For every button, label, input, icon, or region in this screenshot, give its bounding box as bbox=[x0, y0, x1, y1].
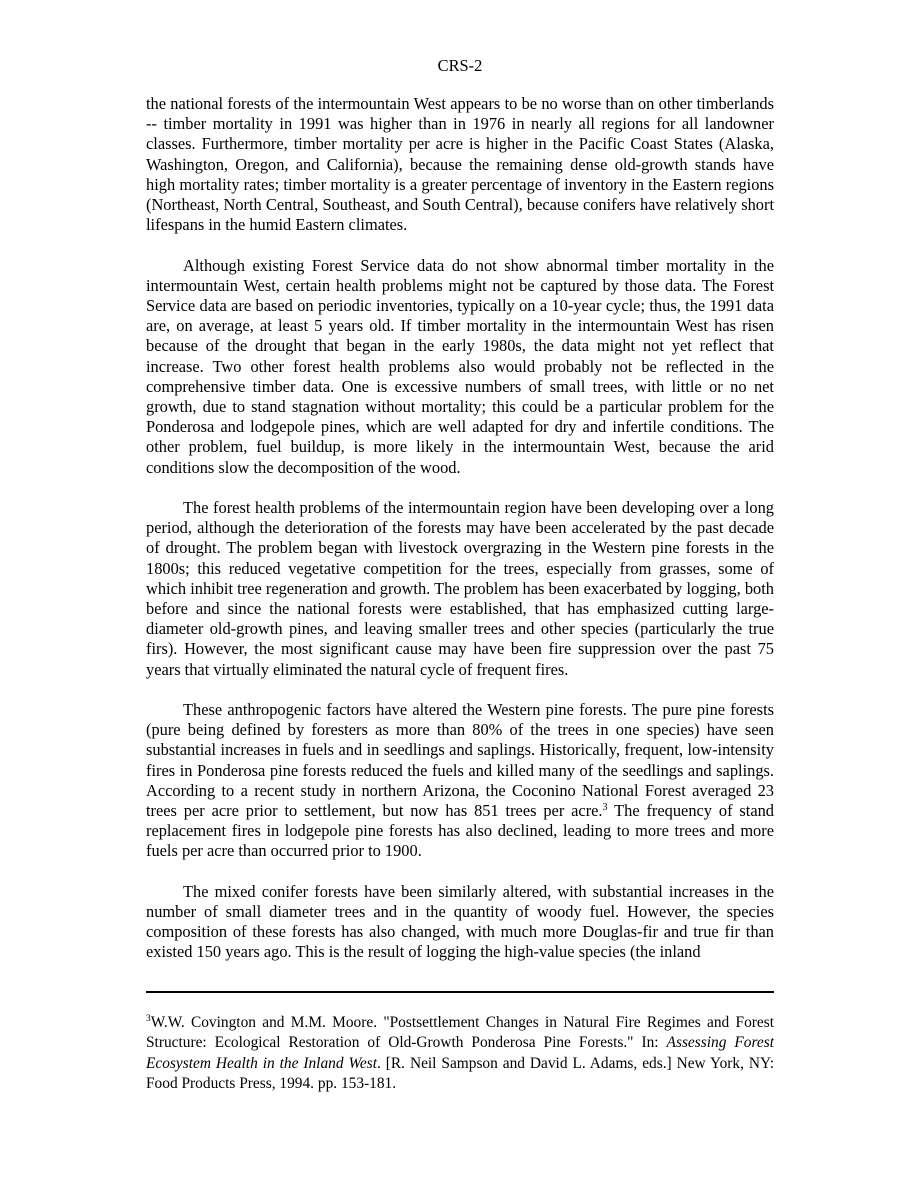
footnote-publication-details: . [R. Neil Sampson and David L. Adams, eds.] New York, NY: Food Products Press, 1994. pp. 153-181. bbox=[146, 1054, 775, 1093]
paragraph-2: Although existing Forest Service data do not show abnormal timber mortality in the intermountain West, certain health problems might not be captured by those data. The Forest Service data are based on periodic inventories, typically on a 10-year cycle; thus, the 1991 data are, on average, at least 5 years old. If timber mortality in the intermountain West has risen because of the drought that began in the early 1980s, the data might not yet reflect that increase. Two other forest health problems also would probably not be reflected in the comprehensive timber data. One is excessive numbers of small trees, with little or no net growth, due to stand stagnation without mortality; this could be a particular problem for the Ponderosa and lodgepole pines, which are well adapted for dry and infertile conditions. The other problem, fuel buildup, is more likely in the intermountain West, because the arid conditions slow the decomposition of the wood. bbox=[146, 255, 774, 477]
paragraph-5: The mixed conifer forests have been similarly altered, with substantial increases in the number of small diameter trees and in the quantity of woody fuel. However, the species composition of these forests has also changed, with much more Douglas-fir and true fir than existed 150 years ago. This is the result of logging the high-value species (the inland bbox=[146, 881, 774, 962]
paragraph-1: the national forests of the intermountain West appears to be no worse than on other timberlands -- timber mortality in 1991 was higher than in 1976 in nearly all regions for all landowner classes. Furthermore, timber mortality per acre is higher in the Pacific Coast States (Alaska, Washington, Oregon, and California), because the remaining dense old-growth stands have high mortality rates; timber mortality is a greater percentage of inventory in the Eastern regions (Northeast, North Central, Southeast, and South Central), because conifers have relatively short lifespans in the humid Eastern climates. bbox=[146, 94, 774, 235]
page-number-header: CRS-2 bbox=[437, 56, 483, 75]
body-text bbox=[146, 94, 774, 983]
footnote-3 bbox=[146, 1013, 774, 1095]
footnote-book-title: Assessing Forest Ecosystem Health in the Inland West bbox=[146, 1034, 774, 1072]
footnote-authors-title: W.W. Covington and M.M. Moore. "Postsettlement Changes in Natural Fire Regimes and Forest Structure: Ecological Restoration of Old-Growth Ponderosa Pine Forests." In: bbox=[146, 1014, 774, 1052]
paragraph-4-text: These anthropogenic factors have altered the Western pine forests. The pure pine forests (pure being defined by foresters as more than 80% of the trees in one species) have seen substantial increases in fuels and in seedlings and saplings. Historically, frequent, low-intensity fires in Ponderosa pine forests reduced the fuels and killed many of the seedlings and saplings. According to a recent study in northern Arizona, the Coconino National Forest averaged 23 trees per acre prior to settlement, but now has 851 trees per acre. bbox=[146, 700, 774, 821]
paragraph-4 bbox=[146, 700, 774, 862]
footnote-divider bbox=[146, 991, 774, 993]
paragraph-4-text-continued: The frequency of stand replacement fires in lodgepole pine forests has also declined, leading to more trees and more fuels per acre than occurred prior to 1900. bbox=[146, 801, 774, 861]
footnote-mark: 3 bbox=[146, 1014, 151, 1024]
paragraph-3: The forest health problems of the intermountain region have been developing over a long period, although the deterioration of the forests may have been accelerated by the past decade of drought. The problem began with livestock overgrazing in the Western pine forests in the 1800s; this reduced vegetative competition for the trees, especially from grasses, some of which inhibit tree regeneration and growth. The problem has been exacerbated by logging, both before and since the national forests were established, that has emphasized cutting large-diameter old-growth pines, and leaving smaller trees and other species (particularly the true firs). However, the most significant cause may have been fire suppression over the past 75 years that virtually eliminated the natural cycle of frequent fires. bbox=[146, 498, 774, 679]
footnote-reference-3: 3 bbox=[602, 802, 608, 814]
